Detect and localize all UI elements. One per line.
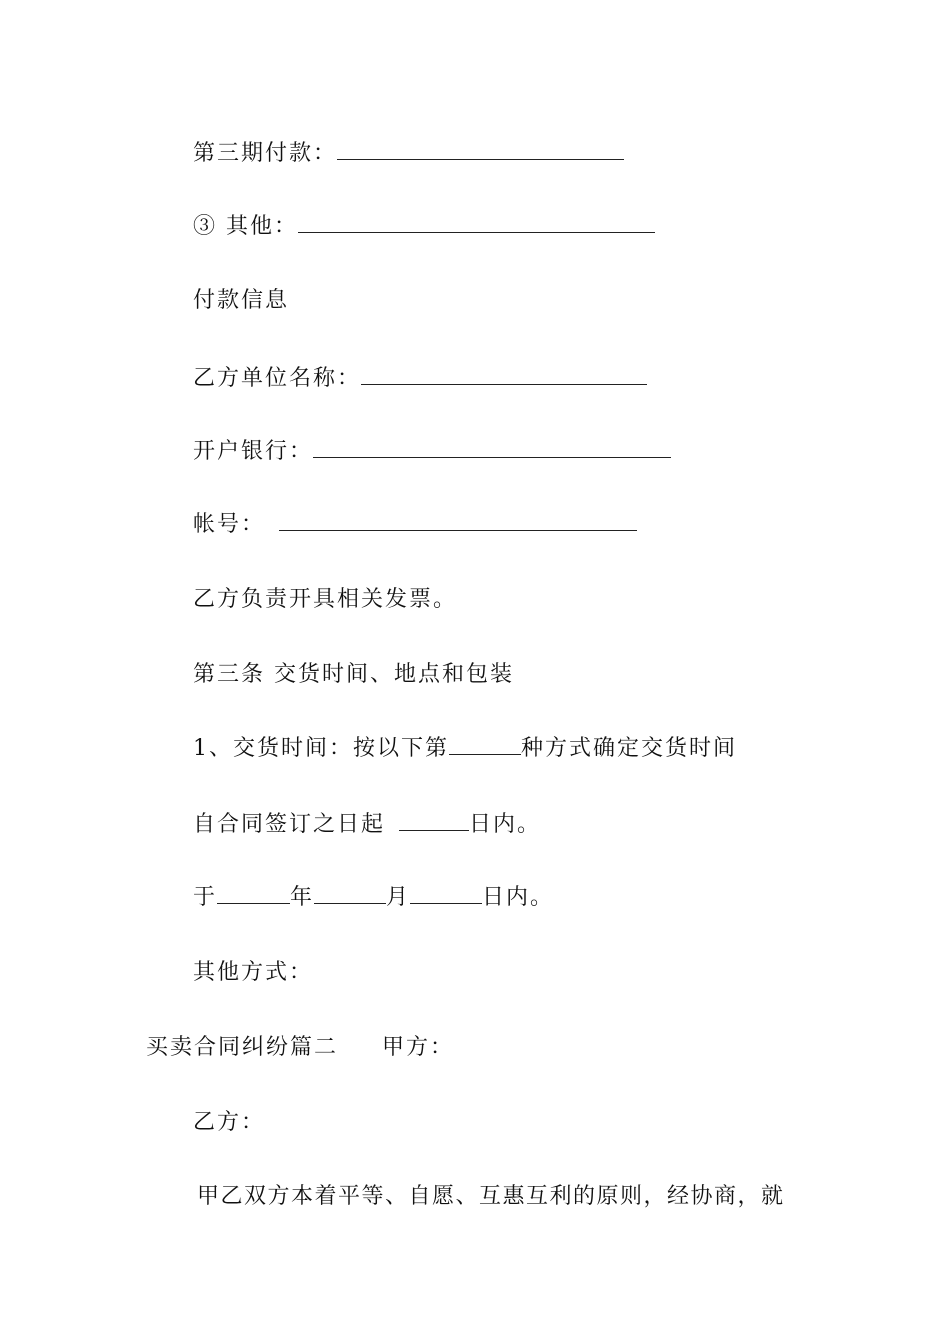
invoice-line: 乙方负责开具相关发票。 bbox=[193, 587, 458, 612]
party-b-name-label: 乙方单位名称： bbox=[193, 366, 362, 391]
other-line bbox=[193, 212, 655, 242]
delivery-time-prefix: 1、交货时间：按以下第 bbox=[193, 736, 449, 761]
bank-label: 开户银行： bbox=[193, 439, 314, 464]
date-prefix: 于 bbox=[193, 885, 218, 910]
bank-blank[interactable] bbox=[313, 437, 671, 458]
delivery-method-blank[interactable] bbox=[449, 734, 521, 755]
month-label: 月 bbox=[386, 885, 411, 910]
days-blank[interactable] bbox=[399, 810, 469, 831]
third-payment-blank[interactable] bbox=[337, 139, 624, 160]
payment-info-heading: 付款信息 bbox=[193, 288, 290, 313]
article-three-heading: 第三条 交货时间、地点和包装 bbox=[193, 662, 514, 687]
party-a-label: 甲方： bbox=[382, 1035, 455, 1060]
account-label: 帐号： bbox=[193, 512, 266, 537]
bank-line bbox=[193, 437, 671, 467]
section-two-line bbox=[146, 1033, 454, 1063]
month-blank[interactable] bbox=[314, 883, 386, 904]
delivery-time-suffix: 种方式确定交货时间 bbox=[521, 736, 738, 761]
other-methods-line: 其他方式： bbox=[193, 960, 314, 985]
days-after-signing-prefix: 自合同签订之日起 bbox=[193, 812, 386, 837]
agreement-paragraph: 甲乙双方本着平等、自愿、互惠互利的原则，经协商，就 bbox=[197, 1184, 785, 1209]
day-blank[interactable] bbox=[410, 883, 482, 904]
other-label: ③ 其他： bbox=[193, 214, 298, 239]
account-line bbox=[193, 510, 637, 540]
third-payment-line bbox=[193, 139, 624, 169]
date-line bbox=[193, 883, 554, 913]
year-label: 年 bbox=[290, 885, 315, 910]
delivery-time-line bbox=[193, 734, 737, 764]
account-blank[interactable] bbox=[279, 510, 637, 531]
party-b-name-blank[interactable] bbox=[361, 364, 647, 385]
party-b-label: 乙方： bbox=[193, 1110, 266, 1135]
section-two-heading: 买卖合同纠纷篇二 bbox=[146, 1035, 339, 1060]
year-blank[interactable] bbox=[217, 883, 290, 904]
other-blank[interactable] bbox=[298, 212, 655, 233]
party-b-name-line bbox=[193, 364, 647, 394]
third-payment-label: 第三期付款： bbox=[193, 141, 338, 166]
days-after-signing-suffix: 日内。 bbox=[469, 812, 542, 837]
days-after-signing-line bbox=[193, 810, 541, 840]
day-label: 日内。 bbox=[482, 885, 555, 910]
